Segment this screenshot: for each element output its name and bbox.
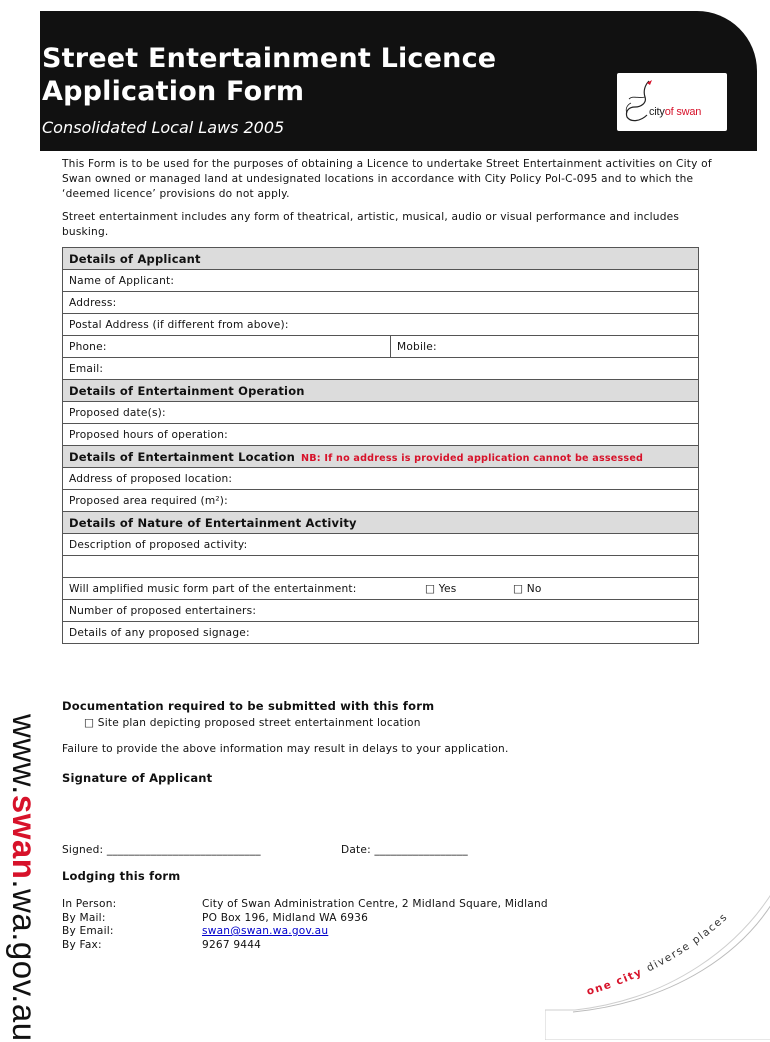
checkbox-music-yes[interactable]: □ Yes	[425, 583, 457, 595]
lodging-title: Lodging this form	[62, 869, 181, 883]
field-email[interactable]: Email:	[63, 358, 698, 380]
checkbox-site-plan[interactable]: □ Site plan depicting proposed street entertainment location	[84, 717, 421, 729]
lodging-email-link[interactable]: swan@swan.wa.gov.au	[202, 925, 329, 937]
field-phone-mobile-row	[63, 336, 698, 358]
website-brand: swan	[6, 794, 43, 880]
field-activity-description[interactable]	[63, 556, 698, 578]
documentation-title: Documentation required to be submitted with this form	[62, 699, 435, 713]
section-operation-header: Details of Entertainment Operation	[63, 380, 698, 402]
logo-city-text: city	[649, 106, 665, 118]
field-location-address[interactable]: Address of proposed location:	[63, 468, 698, 490]
field-amplified-music-row	[63, 578, 698, 600]
website-vertical	[4, 714, 44, 1042]
section-applicant-header: Details of Applicant	[63, 248, 698, 270]
field-phone[interactable]: Phone:	[69, 341, 107, 353]
field-proposed-hours[interactable]: Proposed hours of operation:	[63, 424, 698, 446]
field-proposed-dates[interactable]: Proposed date(s):	[63, 402, 698, 424]
tagline-one-city-diverse-places	[580, 900, 750, 1000]
lodging-fax-label: By Fax:	[62, 938, 102, 951]
city-of-swan-logo	[617, 73, 727, 131]
section-location-title: Details of Entertainment Location	[69, 450, 296, 464]
field-activity-description-label: Description of proposed activity:	[63, 534, 698, 556]
intro-paragraph-2: Street entertainment includes any form of theatrical, artistic, musical, audio or visual performance and includes busking.	[62, 211, 680, 238]
checkbox-music-no[interactable]: □ No	[513, 583, 542, 595]
lodging-mail-label: By Mail:	[62, 911, 106, 924]
tagline-one-city: one city	[585, 966, 645, 998]
section-location-header	[63, 446, 698, 468]
documentation-warning: Failure to provide the above information may result in delays to your application.	[62, 743, 509, 755]
signature-field[interactable]: Signed: ____________________________	[62, 844, 261, 856]
application-form-table	[62, 247, 699, 644]
lodging-values	[202, 898, 548, 952]
field-proposed-area[interactable]: Proposed area required (m²):	[63, 490, 698, 512]
lodging-mail-address: PO Box 196, Midland WA 6936	[202, 911, 369, 924]
logo-wordmark	[649, 106, 701, 118]
location-warning-note: NB: If no address is provided application cannot be assessed	[301, 453, 644, 464]
field-mobile[interactable]: Mobile:	[390, 336, 437, 357]
lodging-email-label: By Email:	[62, 925, 114, 937]
lodging-labels	[62, 898, 116, 952]
section-nature-header: Details of Nature of Entertainment Activity	[63, 512, 698, 534]
field-address[interactable]: Address:	[63, 292, 698, 314]
page-subtitle: Consolidated Local Laws 2005	[42, 118, 285, 137]
website-url	[4, 714, 44, 1042]
lodging-fax-number: 9267 9444	[202, 938, 262, 951]
logo-swan-text: of swan	[664, 106, 702, 118]
signature-title: Signature of Applicant	[62, 771, 213, 785]
tagline-text	[585, 911, 730, 998]
field-applicant-name[interactable]: Name of Applicant:	[63, 270, 698, 292]
lodging-in-person-address: City of Swan Administration Centre, 2 Midland Square, Midland	[202, 898, 548, 910]
intro-paragraph-1: This Form is to be used for the purposes of obtaining a Licence to undertake Street Entertainment activities on City of Swan owned or managed land at undesignated locations in accordance with City Policy Pol-C-095 and to which the ‘deemed licence’ provisions do not apply.	[62, 158, 712, 200]
page-title: Street Entertainment Licence Application Form	[42, 43, 497, 107]
website-suffix: .wa.gov.au	[6, 879, 43, 1042]
field-signage-details[interactable]: Details of any proposed signage:	[63, 622, 698, 644]
lodging-in-person-label: In Person:	[62, 898, 117, 910]
date-field[interactable]: Date: _________________	[341, 844, 468, 856]
header-banner	[40, 11, 757, 151]
amplified-music-label: Will amplified music form part of the entertainment:	[69, 583, 357, 595]
tagline-diverse-places: diverse places	[644, 910, 731, 975]
website-prefix: www.	[6, 714, 43, 795]
field-number-of-entertainers[interactable]: Number of proposed entertainers:	[63, 600, 698, 622]
swan-logo-icon	[619, 77, 659, 127]
field-postal-address[interactable]: Postal Address (if different from above):	[63, 314, 698, 336]
